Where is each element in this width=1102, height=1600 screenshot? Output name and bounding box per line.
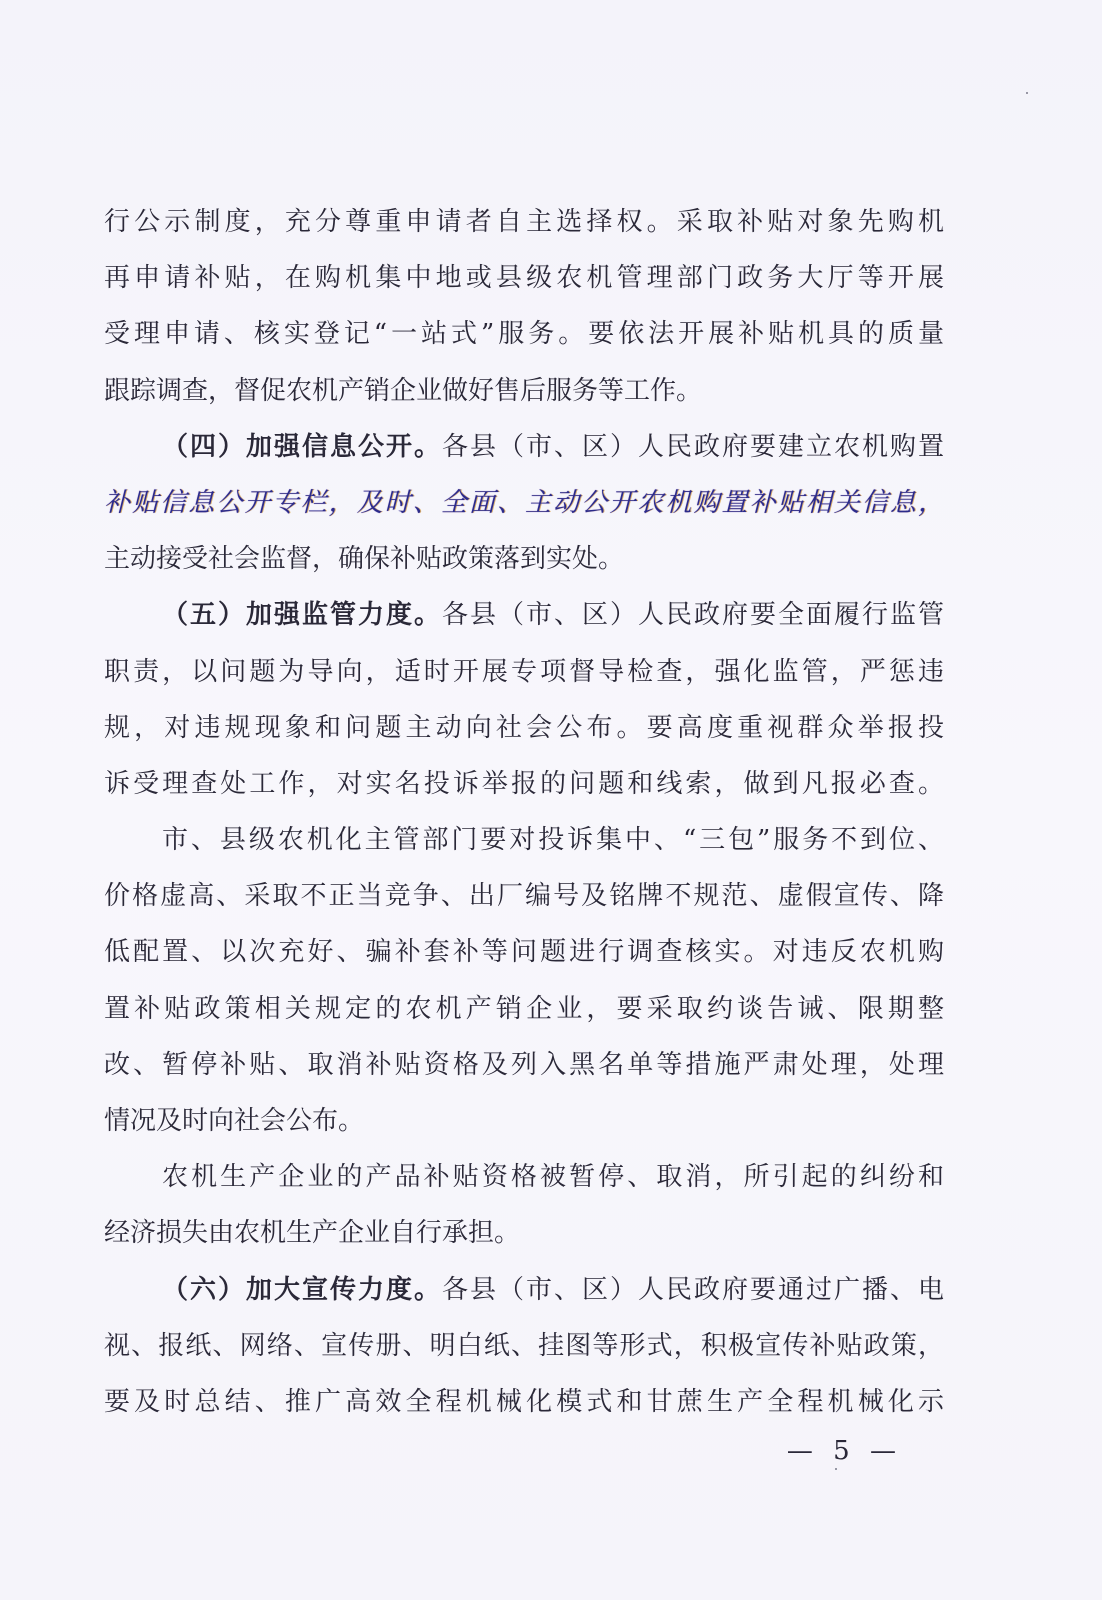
handwritten-text: 补贴信息公开专栏，及时、全面、主动公开农机购置补贴相关信息，: [104, 487, 944, 518]
text-line: 视、报纸、网络、宣传册、明白纸、挂图等形式，积极宣传补贴政策，: [104, 1330, 944, 1361]
section-5-heading: （五）加强监管力度。: [162, 600, 442, 631]
text-line: 跟踪调查，督促农机产销企业做好售后服务等工作。: [104, 375, 703, 406]
text-line: 行公示制度，充分尊重申请者自主选择权。采取补贴对象先购机: [104, 207, 944, 237]
section-4-first-line: [104, 419, 944, 475]
section-4-text: 各县（市、区）人民政府要建立农机购置: [442, 431, 944, 462]
text-line: 主动接受社会监督，确保补贴政策落到实处。: [104, 544, 625, 575]
text-line: 农机生产企业的产品补贴资格被暂停、取消，所引起的纠纷和: [162, 1162, 944, 1193]
section-5-text: 各县（市、区）人民政府要全面履行监管: [442, 600, 944, 631]
text-line: 改、暂停补贴、取消补贴资格及列入黑名单等措施严肃处理，处理: [104, 1049, 944, 1080]
scan-speck: [835, 1468, 837, 1470]
text-line: 市、县级农机化主管部门要对投诉集中、“三包”服务不到位、: [162, 825, 944, 856]
section-4-heading: （四）加强信息公开。: [162, 431, 442, 462]
text-line: 价格虚高、采取不正当竞争、出厂编号及铭牌不规范、虚假宣传、降: [104, 881, 944, 912]
text-line: 再申请补贴，在购机集中地或县级农机管理部门政务大厅等开展: [104, 263, 944, 294]
handwritten-line: [104, 475, 944, 531]
text-line: 经济损失由农机生产企业自行承担。: [104, 1218, 521, 1249]
text-line: 要及时总结、推广高效全程机械化模式和甘蔗生产全程机械化示: [104, 1386, 944, 1417]
text-line: 受理申请、核实登记“一站式”服务。要依法开展补贴机具的质量: [104, 319, 944, 350]
text-line: 职责，以问题为导向，适时开展专项督导检查，强化监管，严惩违: [104, 656, 944, 687]
text-line: 规，对违规现象和问题主动向社会公布。要高度重视群众举报投: [104, 712, 944, 743]
section-6-text: 各县（市、区）人民政府要通过广播、电: [442, 1274, 944, 1305]
text-line: 情况及时向社会公布。: [104, 1106, 365, 1136]
text-line: 诉受理查处工作，对实名投诉举报的问题和线索，做到凡报必查。: [104, 768, 944, 799]
text-line: 低配置、以次充好、骗补套补等问题进行调查核实。对违反农机购: [104, 937, 944, 968]
document-body: [104, 194, 944, 1430]
scan-speck: [1026, 92, 1028, 94]
section-6-first-line: [104, 1262, 944, 1318]
section-5-first-line: [104, 587, 944, 643]
section-6-heading: （六）加大宣传力度。: [162, 1274, 442, 1305]
text-line: 置补贴政策相关规定的农机产销企业，要采取约谈告诫、限期整: [104, 993, 944, 1024]
page-number: — 5 —: [786, 1436, 902, 1466]
